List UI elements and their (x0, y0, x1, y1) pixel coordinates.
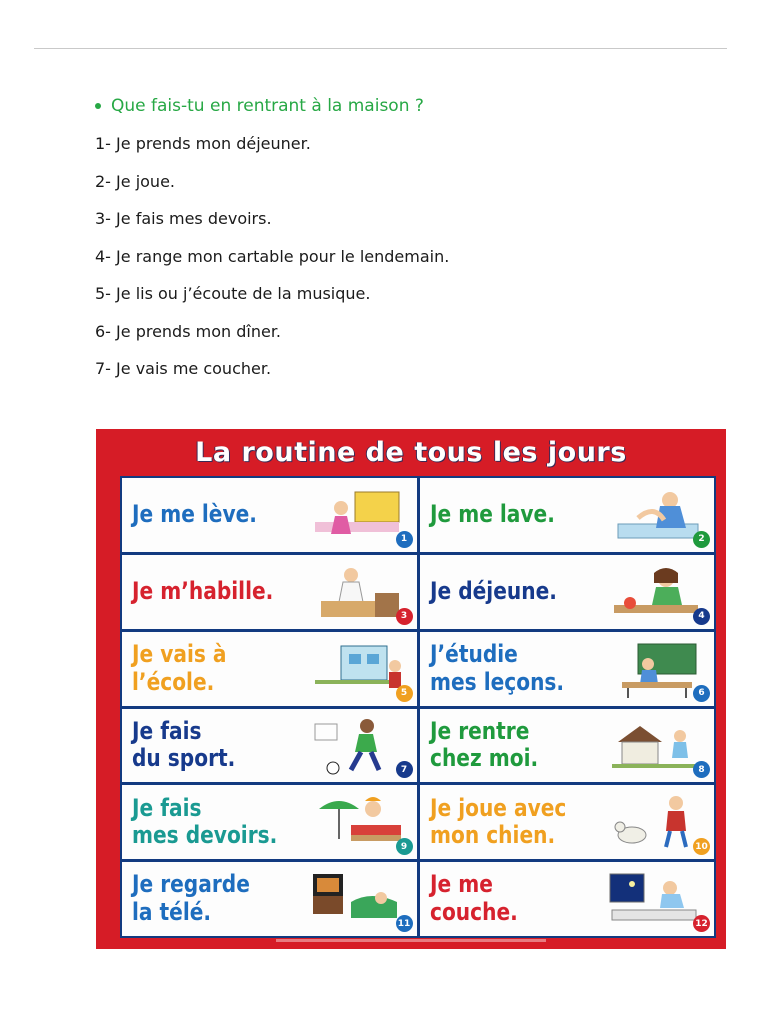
poster-cell (420, 555, 715, 629)
routine-poster (96, 429, 726, 949)
step-item: 5- Je lis ou j’écoute de la musique. (95, 284, 371, 303)
step-number-badge: 5 (396, 685, 413, 702)
poster-title: La routine de tous les jours (195, 437, 627, 468)
poster-footer-strip (276, 939, 546, 942)
step-number-badge: 12 (693, 915, 710, 932)
step-number-badge: 11 (396, 915, 413, 932)
step-number-badge: 1 (396, 531, 413, 548)
television-icon (311, 872, 403, 930)
poster-cell (122, 478, 417, 552)
poster-cell (122, 785, 417, 859)
question-text: Que fais-tu en rentrant à la maison ? (111, 96, 424, 116)
poster-cell (420, 478, 715, 552)
poster-cell (122, 709, 417, 783)
poster-cell-label: J’étudie mes leçons. (429, 639, 564, 696)
poster-cell (122, 862, 417, 936)
house-walking-icon (608, 718, 700, 776)
step-number-badge: 2 (693, 531, 710, 548)
question-heading (95, 96, 424, 116)
step-item: 4- Je range mon cartable pour le lendemain. (95, 246, 450, 266)
poster-cell-label: Je regarde la télé. (132, 870, 250, 927)
poster-cell-label: Je me lave. (429, 500, 555, 529)
poster-cell-label: Je fais mes devoirs. (132, 793, 278, 850)
poster-cell-label: Je vais à l’école. (132, 639, 227, 696)
steps-list (95, 131, 449, 394)
dog-playing-icon (608, 795, 700, 853)
school-icon (311, 642, 403, 700)
poster-cell (122, 555, 417, 629)
soccer-player-icon (311, 718, 403, 776)
poster-cell (122, 632, 417, 706)
poster-cell-label: Je me couche. (429, 870, 518, 927)
poster-grid (120, 476, 716, 938)
step-item: 2- Je joue. (95, 171, 175, 191)
top-divider (34, 48, 727, 49)
step-number-badge: 10 (693, 838, 710, 855)
poster-cell-label: Je m’habille. (132, 576, 274, 605)
homework-desk-icon (311, 795, 403, 853)
poster-cell-label: Je fais du sport. (132, 716, 236, 773)
step-item: 6- Je prends mon dîner. (95, 321, 282, 341)
poster-cell-label: Je joue avec mon chien. (429, 793, 566, 850)
poster-cell (420, 785, 715, 859)
step-item: 1- Je prends mon déjeuner. (95, 134, 311, 153)
step-number-badge: 9 (396, 838, 413, 855)
step-number-badge: 7 (396, 761, 413, 778)
poster-cell (420, 632, 715, 706)
person-washing-icon (608, 488, 700, 546)
step-item: 3- Je fais mes devoirs. (95, 209, 272, 228)
step-item: 7- Je vais me coucher. (95, 359, 272, 378)
step-number-badge: 6 (693, 685, 710, 702)
poster-cell (420, 709, 715, 783)
bullet-icon (95, 103, 101, 109)
classroom-desk-icon (608, 642, 700, 700)
poster-cell (420, 862, 715, 936)
step-number-badge: 8 (693, 761, 710, 778)
person-dressing-icon (311, 565, 403, 623)
bed-sleeping-icon (608, 872, 700, 930)
poster-cell-label: Je rentre chez moi. (429, 716, 538, 773)
poster-cell-label: Je déjeune. (429, 576, 557, 605)
step-number-badge: 4 (693, 608, 710, 625)
poster-cell-label: Je me lève. (132, 500, 257, 529)
step-number-badge: 3 (396, 608, 413, 625)
person-waking-up-icon (311, 488, 403, 546)
person-eating-icon (608, 565, 700, 623)
